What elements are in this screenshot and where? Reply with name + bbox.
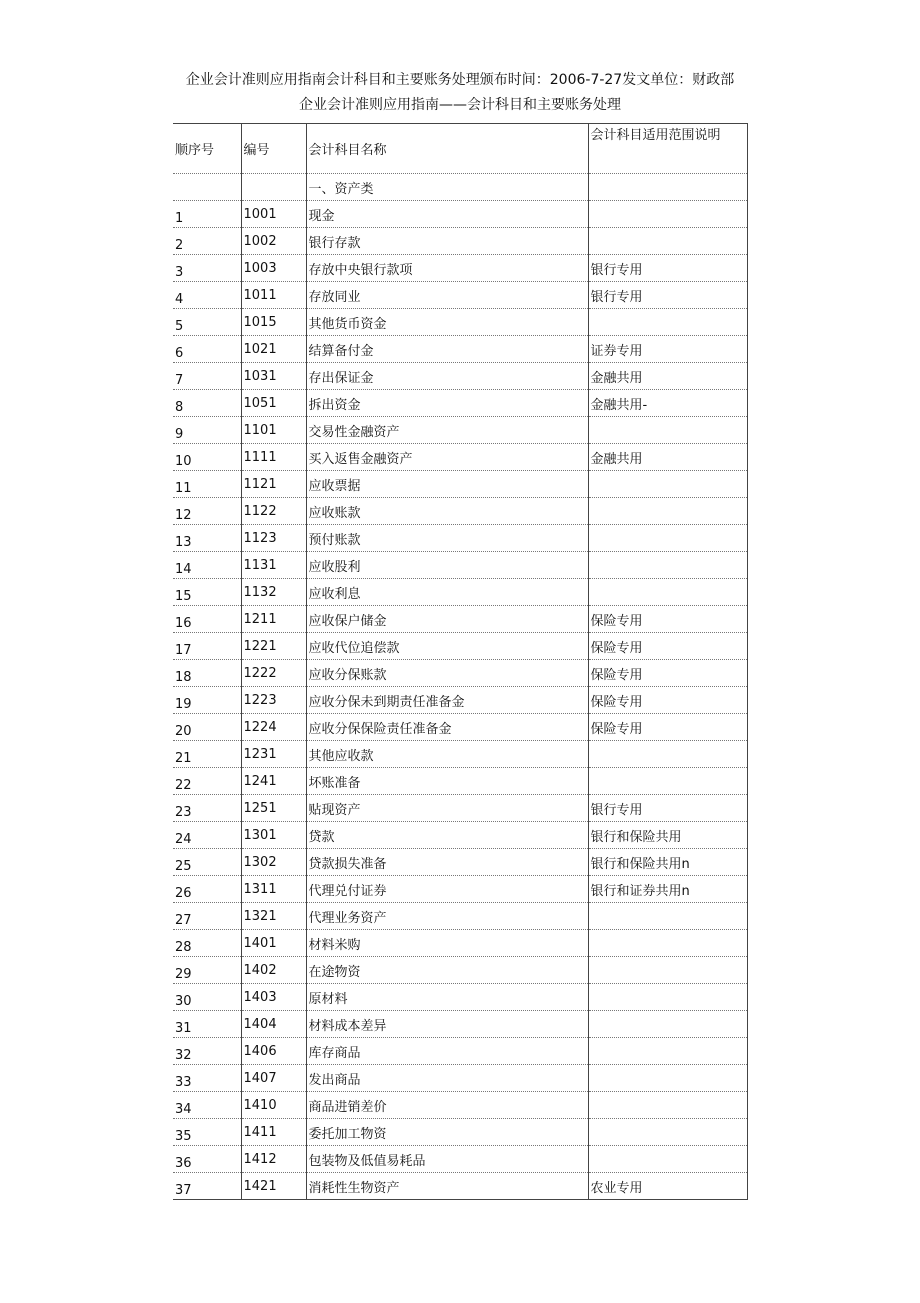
cell-code: 1122 [241,498,306,525]
cell-code: 1121 [241,471,306,498]
table-row [173,498,747,525]
cell-seq: 24 [173,822,241,849]
cell-code: 1002 [241,228,306,255]
table-row [173,255,747,282]
cell-name: 现金 [306,201,588,228]
cell-name: 其他应收款 [306,741,588,768]
cell-name: 应收保户储金 [306,606,588,633]
table-row [173,228,747,255]
cell-seq: 30 [173,984,241,1011]
table-row [173,903,747,930]
cell-code: 1403 [241,984,306,1011]
table-row [173,687,747,714]
table-row [173,1092,747,1119]
cell-name: 应收代位追偿款 [306,633,588,660]
table-row [173,876,747,903]
cell-name: 应收分保账款 [306,660,588,687]
accounts-table-body [173,124,747,1200]
cell-code: 1410 [241,1092,306,1119]
cell-scope: 保险专用 [588,606,747,633]
cell-seq: 29 [173,957,241,984]
cell-seq: 1 [173,201,241,228]
cell-scope [588,309,747,336]
cell-code: 1021 [241,336,306,363]
table-row [173,1065,747,1092]
cell-code: 1222 [241,660,306,687]
cell-code: 1051 [241,390,306,417]
cell-name: 贴现资产 [306,795,588,822]
cell-code: 1123 [241,525,306,552]
cell-code: 1223 [241,687,306,714]
cell-code: 1301 [241,822,306,849]
cell-code: 1231 [241,741,306,768]
cell-scope [588,471,747,498]
accounts-table [173,123,748,1200]
cell-scope: 银行和保险共用 [588,822,747,849]
cell-scope: 金融共用 [588,444,747,471]
table-row [173,1146,747,1173]
cell-name: 委托加工物资 [306,1119,588,1146]
table-row [173,471,747,498]
table-row [173,1119,747,1146]
table-row [173,282,747,309]
cell-scope: 保险专用 [588,714,747,741]
cell-name: 应收股利 [306,552,588,579]
table-row [173,552,747,579]
cell-seq: 34 [173,1092,241,1119]
table-row [173,390,747,417]
table-row [173,741,747,768]
category-seq-cell [173,174,241,201]
table-row [173,768,747,795]
cell-seq: 14 [173,552,241,579]
cell-name: 贷款 [306,822,588,849]
cell-seq: 17 [173,633,241,660]
category-label: 一、资产类 [306,174,588,201]
cell-scope: 银行专用 [588,795,747,822]
cell-code: 1221 [241,633,306,660]
cell-code: 1412 [241,1146,306,1173]
cell-name: 应收分保保险责任准备金 [306,714,588,741]
cell-seq: 26 [173,876,241,903]
cell-code: 1131 [241,552,306,579]
cell-code: 1406 [241,1038,306,1065]
cell-code: 1402 [241,957,306,984]
cell-name: 库存商品 [306,1038,588,1065]
cell-seq: 20 [173,714,241,741]
cell-name: 交易性金融资产 [306,417,588,444]
cell-scope [588,1119,747,1146]
cell-scope: 保险专用 [588,660,747,687]
cell-code: 1302 [241,849,306,876]
cell-code: 1101 [241,417,306,444]
cell-code: 1411 [241,1119,306,1146]
cell-seq: 18 [173,660,241,687]
cell-seq: 11 [173,471,241,498]
cell-name: 存放同业 [306,282,588,309]
cell-scope [588,903,747,930]
cell-scope: 银行专用 [588,255,747,282]
cell-seq: 22 [173,768,241,795]
table-row [173,606,747,633]
table-row [173,930,747,957]
cell-seq: 27 [173,903,241,930]
cell-seq: 10 [173,444,241,471]
category-scope-cell [588,174,747,201]
cell-code: 1015 [241,309,306,336]
cell-scope: 保险专用 [588,687,747,714]
cell-name: 结算备付金 [306,336,588,363]
header-seq: 顺序号 [173,124,241,174]
cell-seq: 9 [173,417,241,444]
cell-name: 在途物资 [306,957,588,984]
cell-scope [588,579,747,606]
table-row [173,201,747,228]
cell-name: 发出商品 [306,1065,588,1092]
cell-scope [588,417,747,444]
table-row [173,795,747,822]
cell-name: 包装物及低值易耗品 [306,1146,588,1173]
cell-code: 1031 [241,363,306,390]
cell-scope: 证券专用 [588,336,747,363]
table-row [173,309,747,336]
cell-code: 1111 [241,444,306,471]
cell-code: 1001 [241,201,306,228]
table-row [173,984,747,1011]
cell-scope [588,984,747,1011]
cell-name: 存出保证金 [306,363,588,390]
table-header-row [173,124,747,174]
cell-seq: 33 [173,1065,241,1092]
cell-seq: 21 [173,741,241,768]
cell-code: 1251 [241,795,306,822]
cell-name: 应收票据 [306,471,588,498]
cell-seq: 8 [173,390,241,417]
cell-scope [588,228,747,255]
header-name: 会计科目名称 [306,124,588,174]
header-scope: 会计科目适用范围说明 [588,124,747,174]
cell-seq: 28 [173,930,241,957]
cell-scope [588,201,747,228]
cell-scope: 银行专用 [588,282,747,309]
table-row [173,417,747,444]
cell-name: 存放中央银行款项 [306,255,588,282]
header-code: 编号 [241,124,306,174]
table-row [173,1038,747,1065]
cell-scope [588,930,747,957]
category-row [173,174,747,201]
cell-scope [588,1038,747,1065]
cell-name: 买入返售金融资产 [306,444,588,471]
cell-seq: 15 [173,579,241,606]
cell-scope [588,525,747,552]
table-row [173,660,747,687]
cell-scope [588,1092,747,1119]
cell-code: 1003 [241,255,306,282]
cell-name: 拆出资金 [306,390,588,417]
cell-code: 1011 [241,282,306,309]
table-row [173,849,747,876]
cell-name: 代理兑付证券 [306,876,588,903]
cell-name: 其他货币资金 [306,309,588,336]
cell-seq: 5 [173,309,241,336]
cell-seq: 19 [173,687,241,714]
cell-scope [588,768,747,795]
cell-code: 1407 [241,1065,306,1092]
table-row [173,444,747,471]
cell-scope [588,741,747,768]
cell-code: 1311 [241,876,306,903]
cell-name: 贷款损失准备 [306,849,588,876]
cell-scope: 农业专用 [588,1173,747,1200]
table-row [173,957,747,984]
cell-seq: 25 [173,849,241,876]
cell-scope [588,1146,747,1173]
cell-name: 应收利息 [306,579,588,606]
table-row [173,714,747,741]
cell-code: 1132 [241,579,306,606]
cell-seq: 35 [173,1119,241,1146]
cell-seq: 13 [173,525,241,552]
cell-code: 1321 [241,903,306,930]
cell-name: 消耗性生物资产 [306,1173,588,1200]
cell-name: 银行存款 [306,228,588,255]
table-row [173,363,747,390]
cell-scope: 银行和证券共用n [588,876,747,903]
cell-scope [588,498,747,525]
cell-name: 预付账款 [306,525,588,552]
cell-name: 材料成本差异 [306,1011,588,1038]
cell-scope: 金融共用 [588,363,747,390]
cell-name: 坏账准备 [306,768,588,795]
cell-scope: 银行和保险共用n [588,849,747,876]
table-row [173,1173,747,1200]
cell-seq: 6 [173,336,241,363]
cell-seq: 7 [173,363,241,390]
cell-seq: 32 [173,1038,241,1065]
cell-code: 1241 [241,768,306,795]
cell-name: 原材料 [306,984,588,1011]
cell-name: 代理业务资产 [306,903,588,930]
cell-code: 1421 [241,1173,306,1200]
table-row [173,336,747,363]
cell-scope [588,1011,747,1038]
table-row [173,525,747,552]
cell-name: 商品进销差价 [306,1092,588,1119]
cell-seq: 2 [173,228,241,255]
cell-scope: 保险专用 [588,633,747,660]
cell-seq: 3 [173,255,241,282]
cell-scope: 金融共用- [588,390,747,417]
cell-seq: 37 [173,1173,241,1200]
cell-seq: 31 [173,1011,241,1038]
table-row [173,822,747,849]
cell-seq: 12 [173,498,241,525]
cell-seq: 36 [173,1146,241,1173]
cell-code: 1401 [241,930,306,957]
cell-seq: 23 [173,795,241,822]
table-row [173,1011,747,1038]
cell-code: 1211 [241,606,306,633]
cell-name: 应收账款 [306,498,588,525]
cell-name: 材料米购 [306,930,588,957]
document-title: 企业会计准则应用指南会计科目和主要账务处理颁布时间：2006-7-27发文单位：财政部 [185,72,735,88]
cell-scope [588,957,747,984]
cell-code: 1224 [241,714,306,741]
table-row [173,579,747,606]
cell-seq: 4 [173,282,241,309]
table-row [173,633,747,660]
cell-scope [588,1065,747,1092]
cell-code: 1404 [241,1011,306,1038]
cell-name: 应收分保未到期责任准备金 [306,687,588,714]
category-code-cell [241,174,306,201]
document-subtitle: 企业会计准则应用指南——会计科目和主要账务处理 [299,97,621,113]
cell-seq: 16 [173,606,241,633]
cell-scope [588,552,747,579]
